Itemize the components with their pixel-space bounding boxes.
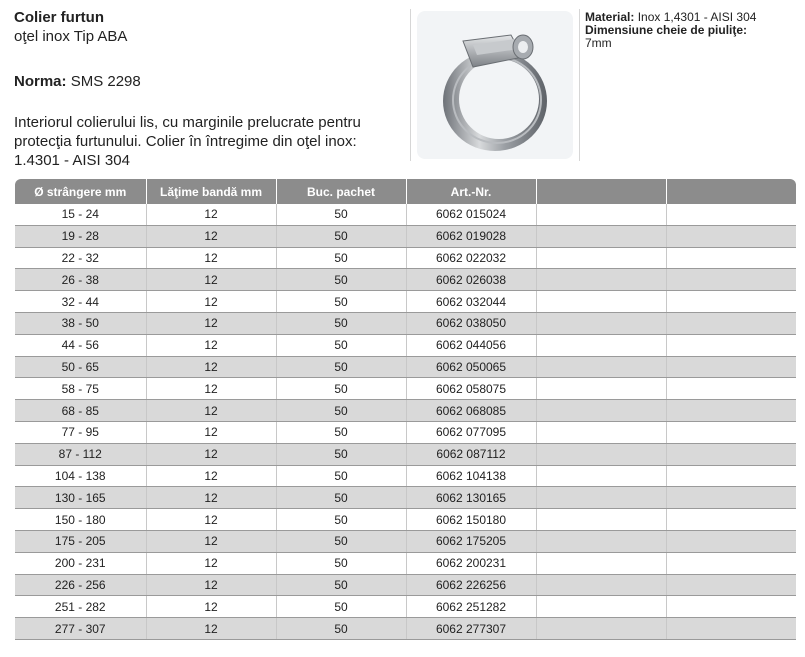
table-cell: 12: [146, 443, 276, 465]
table-cell: 12: [146, 509, 276, 531]
table-cell: 277 - 307: [15, 618, 146, 640]
table-cell: 12: [146, 356, 276, 378]
table-cell: 50: [276, 400, 406, 422]
table-cell: 6062 032044: [406, 291, 536, 313]
table-cell: 12: [146, 204, 276, 225]
key-size-value: 7mm: [585, 36, 612, 50]
table-row: [15, 225, 796, 247]
table-cell: 6062 130165: [406, 487, 536, 509]
table-cell: 12: [146, 574, 276, 596]
table-cell: 50: [276, 421, 406, 443]
norma-line: [14, 73, 394, 91]
table-cell: 12: [146, 312, 276, 334]
table-row: [15, 596, 796, 618]
table-cell: 200 - 231: [15, 552, 146, 574]
table-cell: 12: [146, 247, 276, 269]
table-cell: [536, 509, 666, 531]
table-cell: 6062 019028: [406, 225, 536, 247]
product-photo: [410, 9, 580, 161]
table-cell: 32 - 44: [15, 291, 146, 313]
table-cell: 6062 226256: [406, 574, 536, 596]
table-row: [15, 509, 796, 531]
table-cell: 12: [146, 421, 276, 443]
table-cell: 6062 087112: [406, 443, 536, 465]
column-header: Lăţime bandă mm: [146, 179, 276, 204]
column-header: Art.-Nr.: [406, 179, 536, 204]
product-subtitle: oţel inox Tip ABA: [14, 28, 128, 45]
table-cell: [536, 421, 666, 443]
table-cell: 19 - 28: [15, 225, 146, 247]
table-cell: 175 - 205: [15, 530, 146, 552]
table-row: [15, 312, 796, 334]
product-description: Interiorul colierului lis, cu marginile prelucrate pentru protecţia furtunului. Colier în întregime din oţel inox: 1.4301 - AISI 304: [14, 114, 361, 169]
table-cell: 58 - 75: [15, 378, 146, 400]
table-row: [15, 334, 796, 356]
table-cell: [666, 312, 796, 334]
table-cell: [536, 247, 666, 269]
table-cell: [536, 618, 666, 640]
table-cell: [666, 465, 796, 487]
table-cell: 12: [146, 530, 276, 552]
table-cell: 6062 058075: [406, 378, 536, 400]
table-cell: 12: [146, 291, 276, 313]
table-cell: [536, 204, 666, 225]
table-cell: 50: [276, 247, 406, 269]
material-label: Material:: [585, 10, 635, 24]
table-cell: [666, 291, 796, 313]
table-cell: [536, 291, 666, 313]
table-cell: 12: [146, 465, 276, 487]
table-cell: 12: [146, 487, 276, 509]
table-cell: 6062 104138: [406, 465, 536, 487]
hose-clamp-icon: [411, 9, 579, 161]
table-cell: 26 - 38: [15, 269, 146, 291]
column-header: [666, 179, 796, 204]
table-row: [15, 530, 796, 552]
table-cell: [536, 400, 666, 422]
table-cell: [666, 269, 796, 291]
table-cell: 50: [276, 530, 406, 552]
table-row: [15, 574, 796, 596]
product-specs: [585, 11, 800, 50]
table-row: [15, 269, 796, 291]
table-cell: 6062 077095: [406, 421, 536, 443]
table-cell: 50 - 65: [15, 356, 146, 378]
table-cell: 50: [276, 443, 406, 465]
table-row: [15, 421, 796, 443]
table-row: [15, 400, 796, 422]
table-row: [15, 443, 796, 465]
product-intro: [14, 9, 394, 170]
table-cell: [536, 334, 666, 356]
key-size-spec: [585, 24, 800, 37]
table-cell: 6062 150180: [406, 509, 536, 531]
table-cell: [536, 356, 666, 378]
table-cell: [536, 596, 666, 618]
table-cell: 50: [276, 574, 406, 596]
table-cell: [666, 334, 796, 356]
table-cell: 50: [276, 509, 406, 531]
table-row: [15, 291, 796, 313]
table-cell: 6062 038050: [406, 312, 536, 334]
table-cell: [666, 618, 796, 640]
table-cell: [666, 204, 796, 225]
table-cell: 44 - 56: [15, 334, 146, 356]
table-cell: 68 - 85: [15, 400, 146, 422]
table-cell: 12: [146, 378, 276, 400]
table-cell: [666, 400, 796, 422]
table-cell: 6062 068085: [406, 400, 536, 422]
table-row: [15, 204, 796, 225]
product-table: [15, 179, 796, 640]
table-cell: 50: [276, 596, 406, 618]
table-cell: 6062 026038: [406, 269, 536, 291]
column-header: Buc. pachet: [276, 179, 406, 204]
table-cell: 12: [146, 596, 276, 618]
table-cell: [666, 356, 796, 378]
table-cell: 12: [146, 334, 276, 356]
table-cell: [666, 378, 796, 400]
table-cell: [666, 487, 796, 509]
table-cell: [536, 552, 666, 574]
table-cell: [666, 225, 796, 247]
table-cell: 12: [146, 400, 276, 422]
table-cell: 12: [146, 225, 276, 247]
table-cell: 150 - 180: [15, 509, 146, 531]
table-cell: 50: [276, 225, 406, 247]
table-cell: [666, 443, 796, 465]
table-cell: [536, 574, 666, 596]
table-cell: [536, 465, 666, 487]
table-cell: 6062 277307: [406, 618, 536, 640]
product-title: Colier furtun: [14, 9, 104, 26]
table-cell: [536, 530, 666, 552]
table-cell: [666, 421, 796, 443]
table-cell: [536, 269, 666, 291]
table-cell: 50: [276, 269, 406, 291]
table-row: [15, 487, 796, 509]
table-cell: 12: [146, 269, 276, 291]
table-row: [15, 378, 796, 400]
table-cell: 50: [276, 356, 406, 378]
table-cell: 50: [276, 552, 406, 574]
table-cell: 6062 175205: [406, 530, 536, 552]
table-cell: 6062 251282: [406, 596, 536, 618]
table-cell: 50: [276, 378, 406, 400]
table-cell: [666, 530, 796, 552]
table-cell: [536, 225, 666, 247]
table-cell: [666, 552, 796, 574]
table-cell: 22 - 32: [15, 247, 146, 269]
table-row: [15, 465, 796, 487]
table-cell: [536, 487, 666, 509]
material-value: Inox 1,4301 - AISI 304: [637, 10, 757, 24]
table-cell: [666, 574, 796, 596]
table-cell: 6062 200231: [406, 552, 536, 574]
table-header-row: [15, 179, 796, 204]
column-header: [536, 179, 666, 204]
key-size-label: Dimensiune cheie de piuliţe:: [585, 23, 748, 37]
table-row: [15, 247, 796, 269]
table-cell: 50: [276, 618, 406, 640]
table-cell: 50: [276, 204, 406, 225]
norma-value: SMS 2298: [70, 73, 141, 90]
table-row: [15, 552, 796, 574]
table-cell: 50: [276, 291, 406, 313]
norma-label: Norma:: [14, 73, 67, 90]
table-cell: 6062 044056: [406, 334, 536, 356]
table-cell: 104 - 138: [15, 465, 146, 487]
table-cell: 50: [276, 487, 406, 509]
table-cell: [536, 312, 666, 334]
table-cell: [666, 509, 796, 531]
table-cell: 226 - 256: [15, 574, 146, 596]
table-cell: 50: [276, 334, 406, 356]
table-cell: [536, 378, 666, 400]
column-header: Ø strângere mm: [15, 179, 146, 204]
table-cell: 6062 015024: [406, 204, 536, 225]
table-row: [15, 356, 796, 378]
table-cell: 38 - 50: [15, 312, 146, 334]
table-cell: 50: [276, 465, 406, 487]
table-cell: 12: [146, 618, 276, 640]
table-body: [15, 204, 796, 639]
table-cell: 12: [146, 552, 276, 574]
table-cell: 87 - 112: [15, 443, 146, 465]
table-cell: [666, 596, 796, 618]
table-cell: 130 - 165: [15, 487, 146, 509]
table-row: [15, 618, 796, 640]
table-cell: 77 - 95: [15, 421, 146, 443]
table-cell: [666, 247, 796, 269]
table-cell: 6062 022032: [406, 247, 536, 269]
table-cell: 6062 050065: [406, 356, 536, 378]
table-cell: 50: [276, 312, 406, 334]
table-cell: 251 - 282: [15, 596, 146, 618]
table-cell: 15 - 24: [15, 204, 146, 225]
table-cell: [536, 443, 666, 465]
